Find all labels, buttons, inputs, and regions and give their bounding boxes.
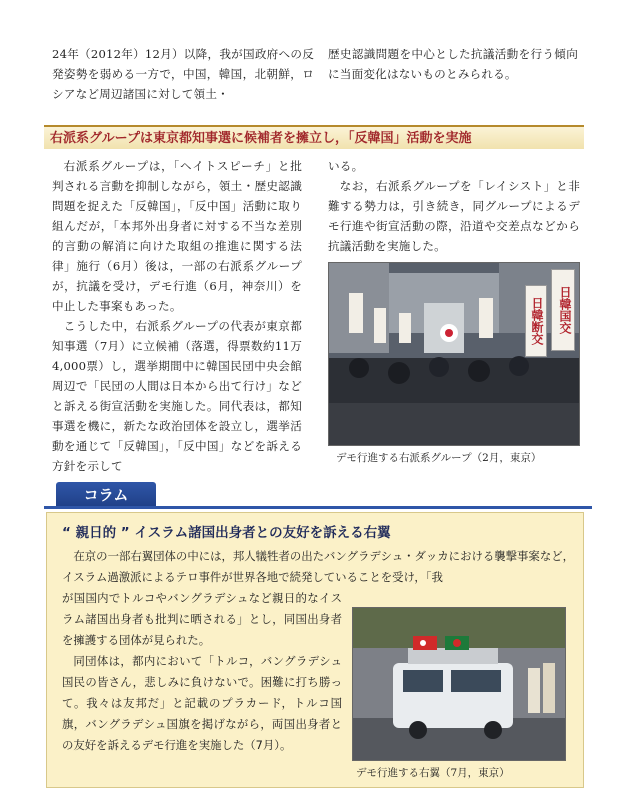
column-rule [44,506,592,509]
section-right-column [328,156,580,256]
demo-photo-caption: デモ行進する右派系グループ（2月，東京） [336,452,542,464]
intro-left-column [52,44,314,104]
photo-sign-left: 日韓国交 [551,269,575,351]
section-left-paragraph-1: 右派系グループは，「ヘイトスピーチ」と批判される言動を抑制しながら，領土・歴史認識問題を捉えた「反韓国」，「反中国」活動に取り組んだが，「本邦外出身者に対する不当な差別的言動の解消に向けた取組の推進に関する法律」施行（6月）後は，一部の右派系グループが，抗議を受け，デモ行進（6月，神奈川）を中止した事案もあった。 [52,159,302,313]
section-heading: 右派系グループは東京都知事選に候補者を擁立し，「反韓国」活動を実施 [44,125,584,149]
intro-right-column [328,44,578,84]
intro-right-text: 歴史認識問題を中心とした抗議活動を行う傾向に当面変化はないものとみられる。 [328,47,578,81]
section-left-paragraph-2: こうした中，右派系グループの代表が東京都知事選（7月）に立候補（落選，得票数約11万4,000票）し，選挙期間中に韓国民団中央会館周辺で「民団の人間は日本から出て行け」などと訴える街宣活動を実施した。同代表は，都知事選を機に，新たな政治団体を設立し，選挙活動を通じて「反韓国」，「反中国」などを訴える方針を示して [52,319,302,473]
photo-sign-center: 日韓断交 [525,285,547,357]
section-left-column [52,156,302,476]
intro-left-text: 24年（2012年）12月）以降，我が国政府への反発姿勢を弱める一方で，中国，韓国，北朝鮮，ロシアなど周辺諸国に対して領土・ [52,47,314,101]
column-paragraph-1-rest: が国国内でトルコやバングラデシュなど親日的なイスラム諸国出身者も批判に晒される」とし，同国出身者を擁護する団体が見られた。 [62,591,342,647]
column-paragraph-1-lead: 在京の一部右翼団体の中には，邦人犠牲者の出たバングラデシュ・ダッカにおける襲撃事案など，イスラム過激派によるテロ事件が世界各地で続発していることを受け，「我 [62,549,574,584]
column-tab: コラム [56,482,156,508]
right-wing-demo-photo [328,262,580,446]
column-body-narrow [62,588,342,756]
column-title: “ 親日的 ” イスラム諸国出身者との友好を訴える右翼 [62,525,391,541]
demo-van-illustration [353,608,565,760]
friendship-demo-photo [352,607,566,761]
column-body-wide [62,546,574,588]
column-paragraph-2: 同団体は，都内において「トルコ，バングラデシュ国民の皆さん，悲しみに負けないで。困難に打ち勝って。我々は友邦だ」と記載のプラカード，トルコ国旗，バングラデシュ国旗を掲げながら，両国出身者との友好を訴えるデモ行進を実施した（7月）。 [62,654,342,752]
section-right-paragraph-2: なお，右派系グループを「レイシスト」と非難する勢力は，引き続き，同グループによるデモ行進や街宣活動の際，沿道や交差点などから抗議活動を実施した。 [328,179,580,253]
section-right-paragraph-1: いる。 [328,159,364,173]
column-photo-caption: デモ行進する右翼（7月，東京） [356,767,510,779]
